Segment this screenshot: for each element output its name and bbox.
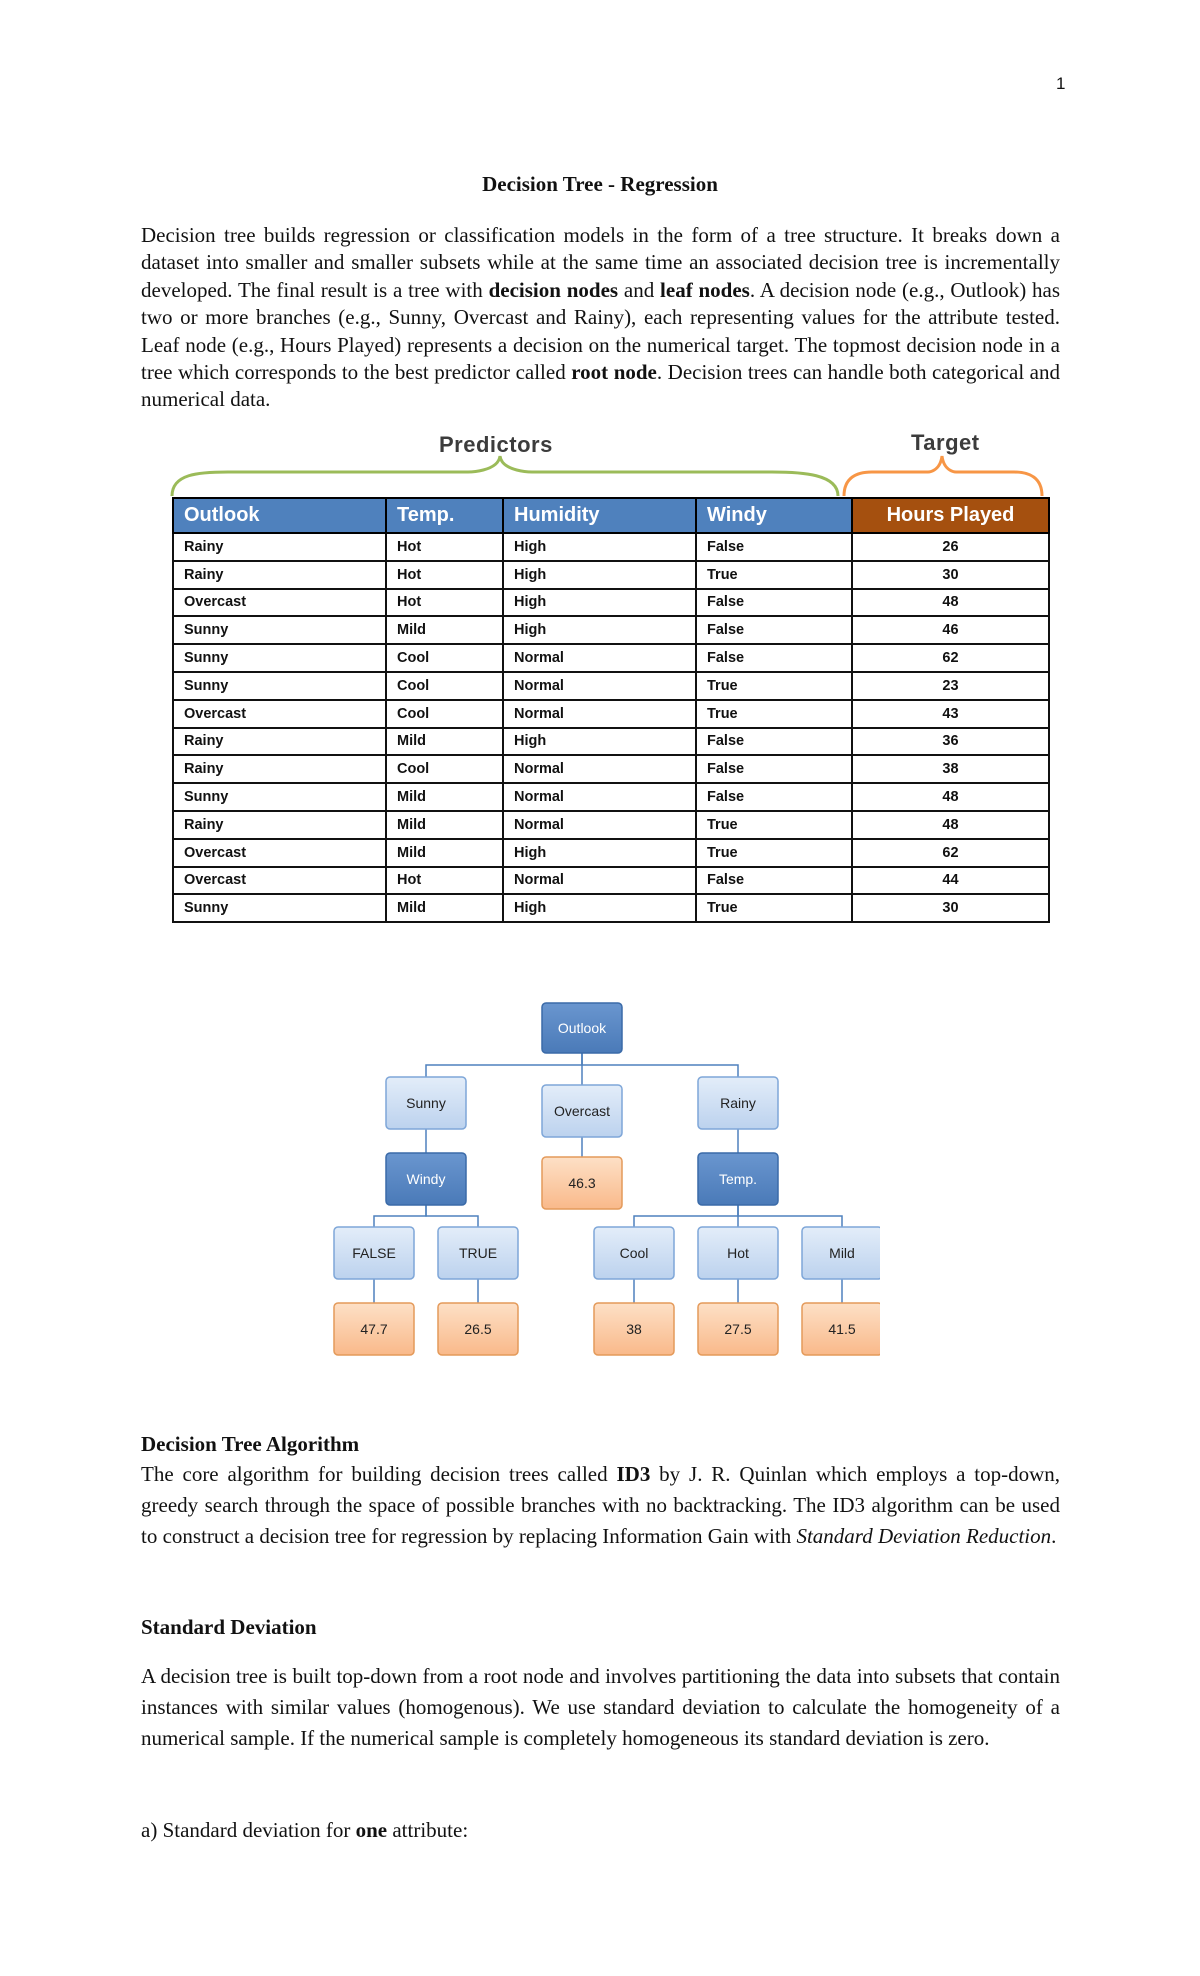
- tree-node-label-leaf-mild: 41.5: [828, 1321, 856, 1337]
- cell-hours-played: 46: [852, 616, 1049, 644]
- cell-windy: True: [696, 672, 852, 700]
- cell-outlook: Rainy: [173, 728, 386, 756]
- algorithm-heading: Decision Tree Algorithm: [141, 1432, 360, 1456]
- tree-node-windy: [386, 1153, 466, 1205]
- cell-hours-played: 26: [852, 533, 1049, 561]
- cell-temp: Hot: [386, 561, 503, 589]
- table-row: [173, 561, 1049, 589]
- cell-hours-played: 36: [852, 728, 1049, 756]
- sd-subheading: [141, 1815, 1060, 1846]
- intro-text-1: Decision tree builds regression or classification models in the form of a tree structure. It breaks down a dataset into smaller and smaller subsets while at the same time an associated decision tree is incrementally developed. The final result is a tree with: [141, 223, 1060, 302]
- intro-bold-decision-nodes: decision nodes: [488, 277, 619, 302]
- tree-node-label-true: TRUE: [458, 1245, 498, 1261]
- algorithm-text-2: by J. R. Quinlan which employs a top-down, greedy search through the space of possible branches with no backtracking. The ID3 algorithm can be used to construct a decision tree for regression by replacing Information Gain with: [141, 1462, 1060, 1548]
- cell-windy: False: [696, 616, 852, 644]
- intro-text-4: . Decision trees can handle both categorical and numerical data.: [141, 360, 1060, 412]
- tree-node-leaf-true: [438, 1303, 518, 1355]
- cell-humidity: High: [503, 616, 696, 644]
- sd-paragraph: A decision tree is built top-down from a root node and involves partitioning the data into subsets that contain instances with similar values (homogenous). We use standard deviation to calculate the homogeneity of a numerical sample. If the numerical sample is completely homogeneous its standard deviation is zero.: [141, 1664, 1060, 1750]
- tree-node-label-leaf-false: 47.7: [360, 1321, 388, 1337]
- cell-outlook: Sunny: [173, 783, 386, 811]
- tree-edge: [634, 1205, 738, 1227]
- cell-humidity: High: [503, 839, 696, 867]
- header-humidity: Humidity: [503, 498, 696, 533]
- table-row: [173, 728, 1049, 756]
- cell-windy: True: [696, 561, 852, 589]
- target-label: Target: [911, 430, 980, 455]
- dataset-table: [172, 497, 1050, 923]
- tree-node-overcast-leaf: [542, 1157, 622, 1209]
- sd-sub-text-1: a) Standard deviation for: [141, 1818, 356, 1842]
- tree-node-label-cool: Cool: [619, 1245, 649, 1261]
- tree-node-sunny: [386, 1077, 466, 1129]
- page-number: 1: [1056, 74, 1066, 93]
- cell-temp: Cool: [386, 755, 503, 783]
- table-row: [173, 672, 1049, 700]
- tree-node-label-overcast: Overcast: [553, 1103, 610, 1119]
- cell-outlook: Rainy: [173, 561, 386, 589]
- tree-node-label-sunny: Sunny: [406, 1095, 446, 1111]
- table-row: [173, 533, 1049, 561]
- cell-hours-played: 30: [852, 894, 1049, 922]
- tree-node-label-temp: Temp.: [718, 1171, 758, 1187]
- sd-heading: Standard Deviation: [141, 1615, 317, 1639]
- cell-humidity: Normal: [503, 783, 696, 811]
- cell-windy: False: [696, 867, 852, 895]
- tree-node-label-windy: Windy: [406, 1171, 446, 1187]
- cell-windy: True: [696, 811, 852, 839]
- table-row: [173, 811, 1049, 839]
- cell-humidity: High: [503, 894, 696, 922]
- cell-humidity: Normal: [503, 644, 696, 672]
- cell-temp: Mild: [386, 811, 503, 839]
- table-row: [173, 700, 1049, 728]
- table-row: [173, 839, 1049, 867]
- table-row: [173, 783, 1049, 811]
- cell-temp: Cool: [386, 672, 503, 700]
- table-row: [173, 894, 1049, 922]
- cell-windy: True: [696, 894, 852, 922]
- tree-node-leaf-false: [334, 1303, 414, 1355]
- decision-tree-diagram: [320, 995, 880, 1365]
- cell-humidity: Normal: [503, 867, 696, 895]
- cell-hours-played: 62: [852, 839, 1049, 867]
- cell-humidity: High: [503, 589, 696, 617]
- tree-edge: [374, 1205, 426, 1227]
- tree-node-leaf-cool: [594, 1303, 674, 1355]
- cell-hours-played: 43: [852, 700, 1049, 728]
- cell-temp: Hot: [386, 589, 503, 617]
- algorithm-text-3: .: [1051, 1524, 1057, 1548]
- header-temp: Temp.: [386, 498, 503, 533]
- cell-temp: Mild: [386, 783, 503, 811]
- tree-node-label-leaf-cool: 38: [626, 1321, 642, 1337]
- cell-windy: False: [696, 589, 852, 617]
- cell-outlook: Rainy: [173, 533, 386, 561]
- tree-edge: [426, 1205, 478, 1227]
- tree-node-root: [542, 1003, 622, 1053]
- header-outlook: Outlook: [173, 498, 386, 533]
- tree-node-temp: [698, 1153, 778, 1205]
- cell-humidity: High: [503, 728, 696, 756]
- tree-edge: [738, 1205, 842, 1227]
- cell-temp: Cool: [386, 644, 503, 672]
- cell-outlook: Sunny: [173, 644, 386, 672]
- cell-humidity: Normal: [503, 755, 696, 783]
- cell-humidity: Normal: [503, 672, 696, 700]
- tree-edge: [426, 1053, 582, 1077]
- tree-node-rainy: [698, 1077, 778, 1129]
- cell-outlook: Sunny: [173, 616, 386, 644]
- cell-hours-played: 48: [852, 811, 1049, 839]
- tree-node-leaf-mild: [802, 1303, 880, 1355]
- algorithm-text-1: The core algorithm for building decision trees called: [141, 1462, 617, 1486]
- tree-node-leaf-hot: [698, 1303, 778, 1355]
- table-row: [173, 867, 1049, 895]
- tree-node-label-mild: Mild: [829, 1245, 855, 1261]
- tree-node-label-hot: Hot: [727, 1245, 749, 1261]
- cell-hours-played: 48: [852, 783, 1049, 811]
- cell-outlook: Overcast: [173, 839, 386, 867]
- cell-temp: Hot: [386, 533, 503, 561]
- cell-temp: Mild: [386, 616, 503, 644]
- cell-hours-played: 30: [852, 561, 1049, 589]
- cell-windy: True: [696, 700, 852, 728]
- cell-windy: False: [696, 533, 852, 561]
- tree-node-false: [334, 1227, 414, 1279]
- cell-humidity: High: [503, 533, 696, 561]
- page-title: Decision Tree - Regression: [482, 172, 718, 196]
- target-brace: [844, 456, 1042, 496]
- table-row: [173, 616, 1049, 644]
- tree-node-label-rainy: Rainy: [720, 1095, 756, 1111]
- tree-node-cool: [594, 1227, 674, 1279]
- cell-outlook: Overcast: [173, 700, 386, 728]
- cell-hours-played: 44: [852, 867, 1049, 895]
- table-row: [173, 644, 1049, 672]
- cell-temp: Hot: [386, 867, 503, 895]
- cell-temp: Mild: [386, 728, 503, 756]
- cell-outlook: Overcast: [173, 867, 386, 895]
- tree-node-label-root: Outlook: [557, 1020, 607, 1036]
- sd-sub-text-2: attribute:: [387, 1818, 469, 1842]
- intro-bold-leaf-nodes: leaf nodes: [660, 277, 750, 302]
- tree-node-overcast: [542, 1085, 622, 1137]
- tree-node-true: [438, 1227, 518, 1279]
- cell-outlook: Rainy: [173, 755, 386, 783]
- cell-humidity: Normal: [503, 700, 696, 728]
- cell-windy: True: [696, 839, 852, 867]
- tree-node-label-false: FALSE: [352, 1245, 396, 1261]
- cell-hours-played: 48: [852, 589, 1049, 617]
- cell-windy: False: [696, 755, 852, 783]
- cell-outlook: Overcast: [173, 589, 386, 617]
- table-row: [173, 755, 1049, 783]
- intro-paragraph: [141, 222, 1060, 414]
- cell-humidity: Normal: [503, 811, 696, 839]
- cell-hours-played: 62: [852, 644, 1049, 672]
- cell-humidity: High: [503, 561, 696, 589]
- tree-node-hot: [698, 1227, 778, 1279]
- cell-hours-played: 38: [852, 755, 1049, 783]
- predictors-label: Predictors: [439, 432, 553, 457]
- intro-text-3: . A decision node (e.g., Outlook) has two or more branches (e.g., Sunny, Overcast and Rainy), each representing values for the attribute tested. Leaf node (e.g., Hours Played) represents a decision on the numerical target. The topmost decision node in a tree which corresponds to the best predictor called: [141, 277, 1061, 385]
- tree-node-label-leaf-hot: 27.5: [724, 1321, 752, 1337]
- algorithm-bold-id3: ID3: [616, 1462, 651, 1486]
- header-windy: Windy: [696, 498, 852, 533]
- sd-sub-bold-one: one: [355, 1818, 388, 1842]
- algorithm-italic-sdr: Standard Deviation Reduction: [796, 1524, 1052, 1548]
- cell-windy: False: [696, 728, 852, 756]
- table-header-row: [173, 498, 1049, 533]
- cell-temp: Mild: [386, 839, 503, 867]
- brace-graphic: [168, 452, 1058, 498]
- cell-temp: Cool: [386, 700, 503, 728]
- algorithm-paragraph: [141, 1459, 1060, 1552]
- intro-bold-root-node: root node: [571, 360, 657, 385]
- table-row: [173, 589, 1049, 617]
- predictors-brace: [172, 456, 838, 496]
- cell-temp: Mild: [386, 894, 503, 922]
- cell-windy: False: [696, 783, 852, 811]
- tree-node-label-overcast-leaf: 46.3: [568, 1175, 596, 1191]
- tree-edge: [582, 1053, 738, 1077]
- header-hours-played: Hours Played: [852, 498, 1049, 533]
- cell-hours-played: 23: [852, 672, 1049, 700]
- cell-outlook: Rainy: [173, 811, 386, 839]
- cell-windy: False: [696, 644, 852, 672]
- tree-node-label-leaf-true: 26.5: [464, 1321, 492, 1337]
- cell-outlook: Sunny: [173, 894, 386, 922]
- cell-outlook: Sunny: [173, 672, 386, 700]
- intro-text-2: and: [618, 277, 661, 302]
- tree-node-mild: [802, 1227, 880, 1279]
